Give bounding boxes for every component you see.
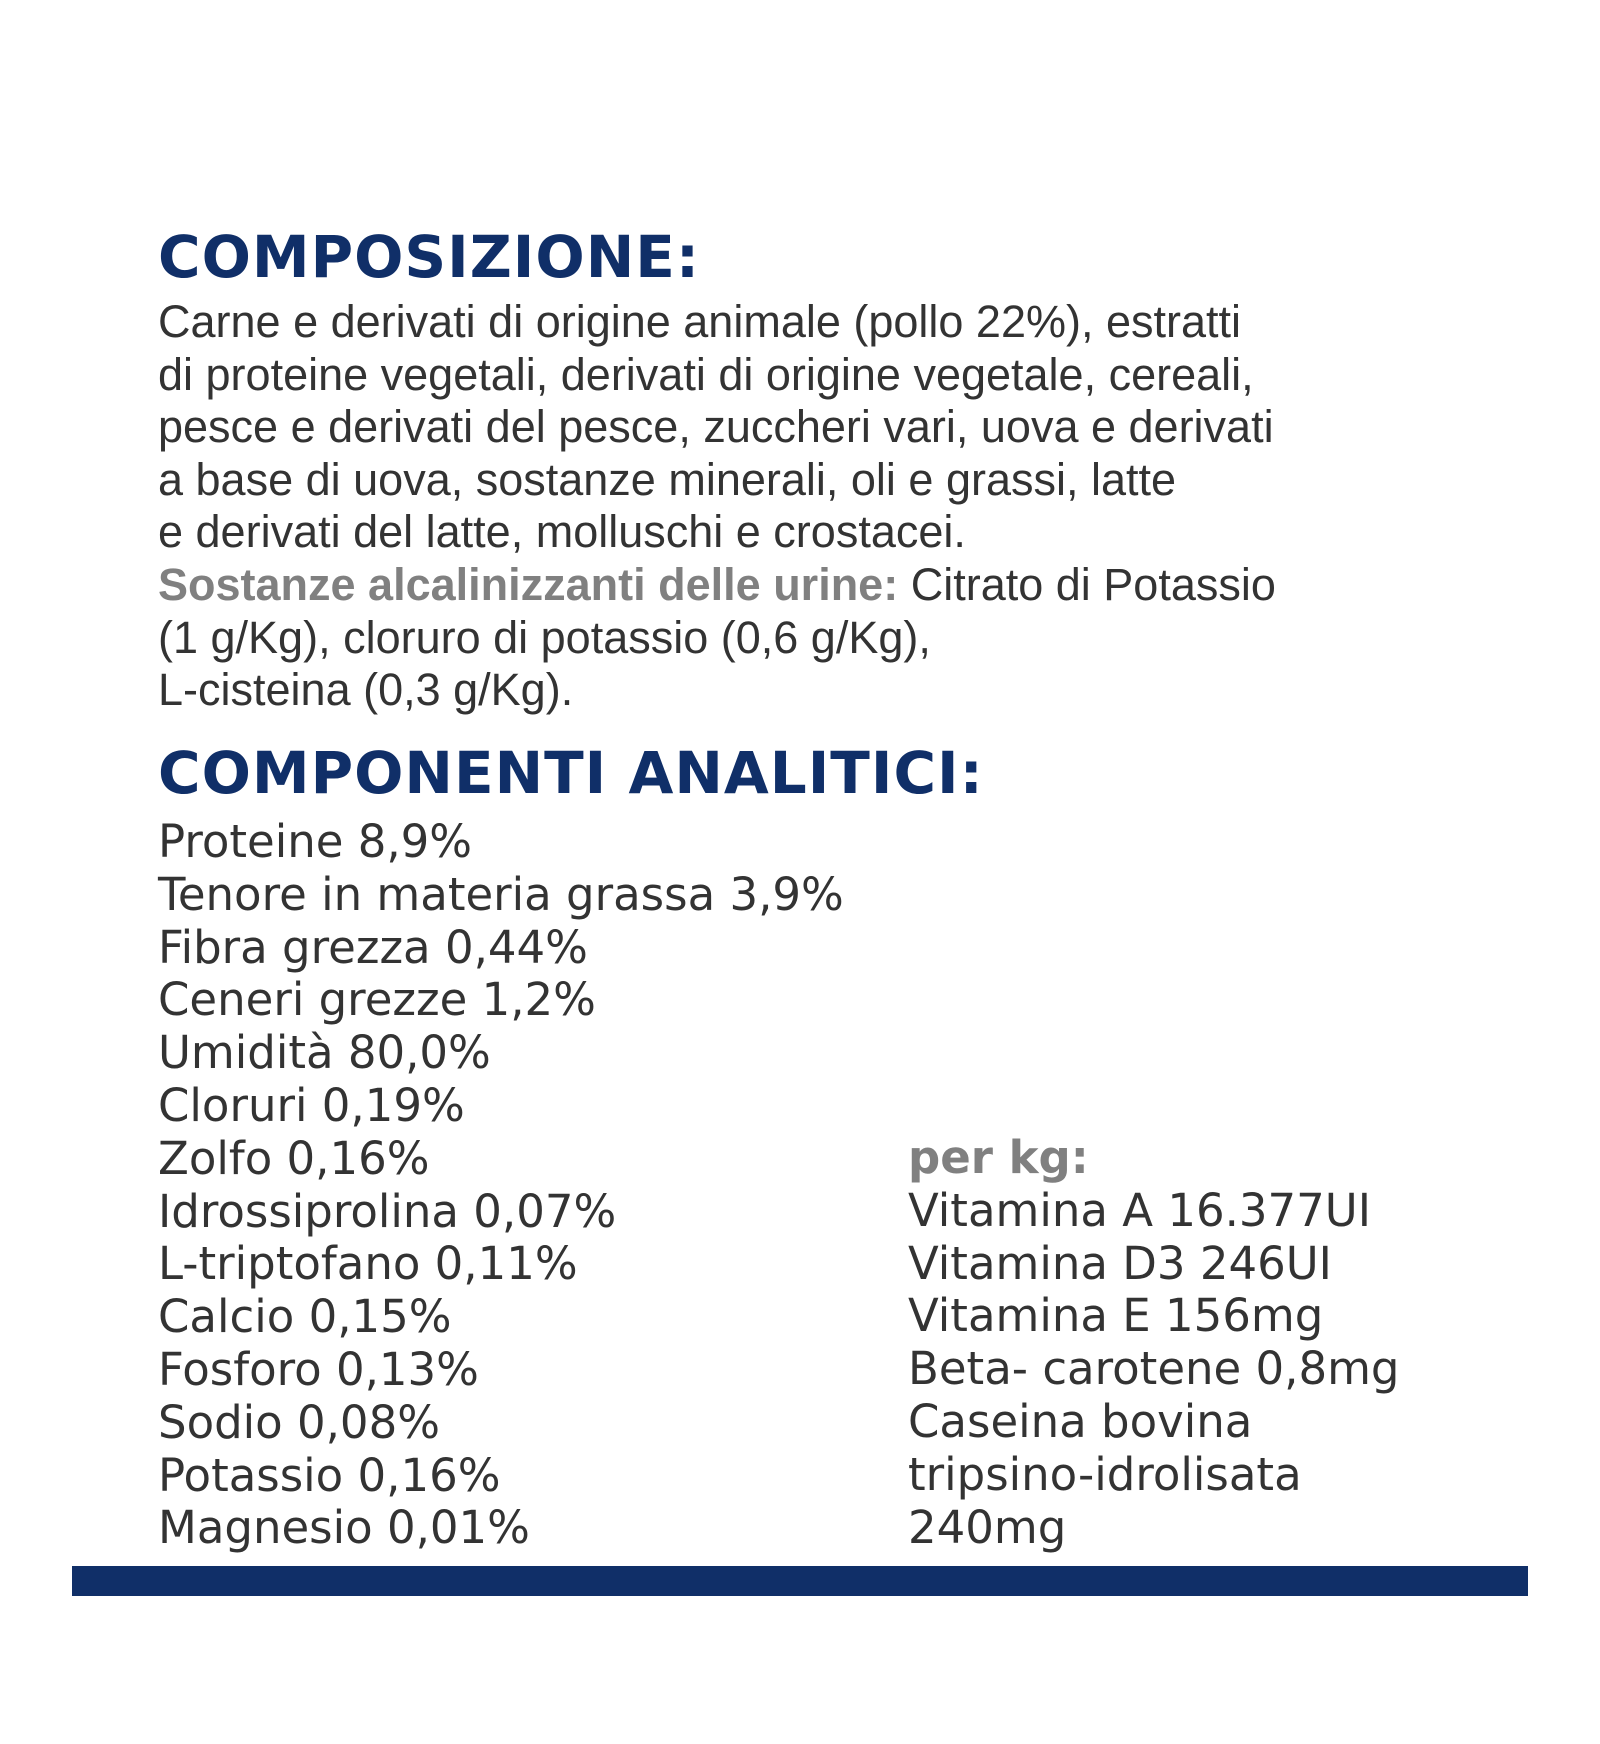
- alkalizing-line: L-cisteina (0,3 g/Kg).: [158, 664, 574, 716]
- per-kg-item: Vitamina E 156mg: [908, 1289, 1324, 1343]
- analytic-item: Fosforo 0,13%: [158, 1342, 479, 1396]
- per-kg-item: Beta- carotene 0,8mg: [908, 1342, 1400, 1396]
- per-kg-item: Vitamina A 16.377UI: [908, 1183, 1372, 1237]
- analytic-item: Cloruri 0,19%: [158, 1078, 465, 1132]
- analytic-item: Sodio 0,08%: [158, 1395, 440, 1449]
- alkalizing-line: (1 g/Kg), cloruro di potassio (0,6 g/Kg),: [158, 611, 931, 663]
- analytic-item: Potassio 0,16%: [158, 1448, 501, 1502]
- per-kg-item: 240mg: [908, 1500, 1067, 1554]
- composizione-line: Carne e derivati di origine animale (pollo 22%), estratti: [158, 296, 1242, 347]
- bottom-divider-bar: [72, 1566, 1528, 1596]
- composizione-line: a base di uova, sostanze minerali, oli e grassi, latte: [158, 453, 1177, 505]
- analytic-item: Tenore in materia grassa 3,9%: [158, 867, 844, 921]
- analytic-item: Proteine 8,9%: [158, 815, 473, 868]
- per-kg-heading: per kg:: [908, 1131, 1089, 1184]
- analytic-item: Zolfo 0,16%: [158, 1131, 430, 1185]
- per-kg-item: Caseina bovina: [908, 1394, 1253, 1448]
- componenti-analitici-list: [158, 816, 844, 1555]
- per-kg-item: tripsino-idrolisata: [908, 1447, 1302, 1501]
- alkalizing-text: Citrato di Potassio: [898, 558, 1276, 610]
- composizione-text: [158, 296, 1498, 717]
- per-kg-list: [908, 1132, 1399, 1554]
- composizione-title: COMPOSIZIONE:: [158, 223, 701, 291]
- alkalizing-line: [158, 559, 1498, 612]
- analytic-item: Umidità 80,0%: [158, 1026, 491, 1080]
- analytic-item: Calcio 0,15%: [158, 1290, 452, 1344]
- analytic-item: Fibra grezza 0,44%: [158, 920, 588, 974]
- analytic-item: Ceneri grezze 1,2%: [158, 973, 596, 1027]
- analytic-item: Idrossiprolina 0,07%: [158, 1184, 617, 1238]
- composizione-line: di proteine vegetali, derivati di origine vegetale, cereali,: [158, 348, 1254, 400]
- composizione-line: pesce e derivati del pesce, zuccheri vari, uova e derivati: [158, 401, 1274, 453]
- alkalizing-label: Sostanze alcalinizzanti delle urine:: [158, 558, 899, 610]
- composizione-line: e derivati del latte, molluschi e crostacei.: [158, 506, 966, 558]
- analytic-item: Magnesio 0,01%: [158, 1501, 530, 1555]
- per-kg-item: Vitamina D3 246UI: [908, 1236, 1332, 1290]
- componenti-analitici-title: COMPONENTI ANALITICI:: [158, 739, 984, 807]
- analytic-item: L-triptofano 0,11%: [158, 1237, 578, 1291]
